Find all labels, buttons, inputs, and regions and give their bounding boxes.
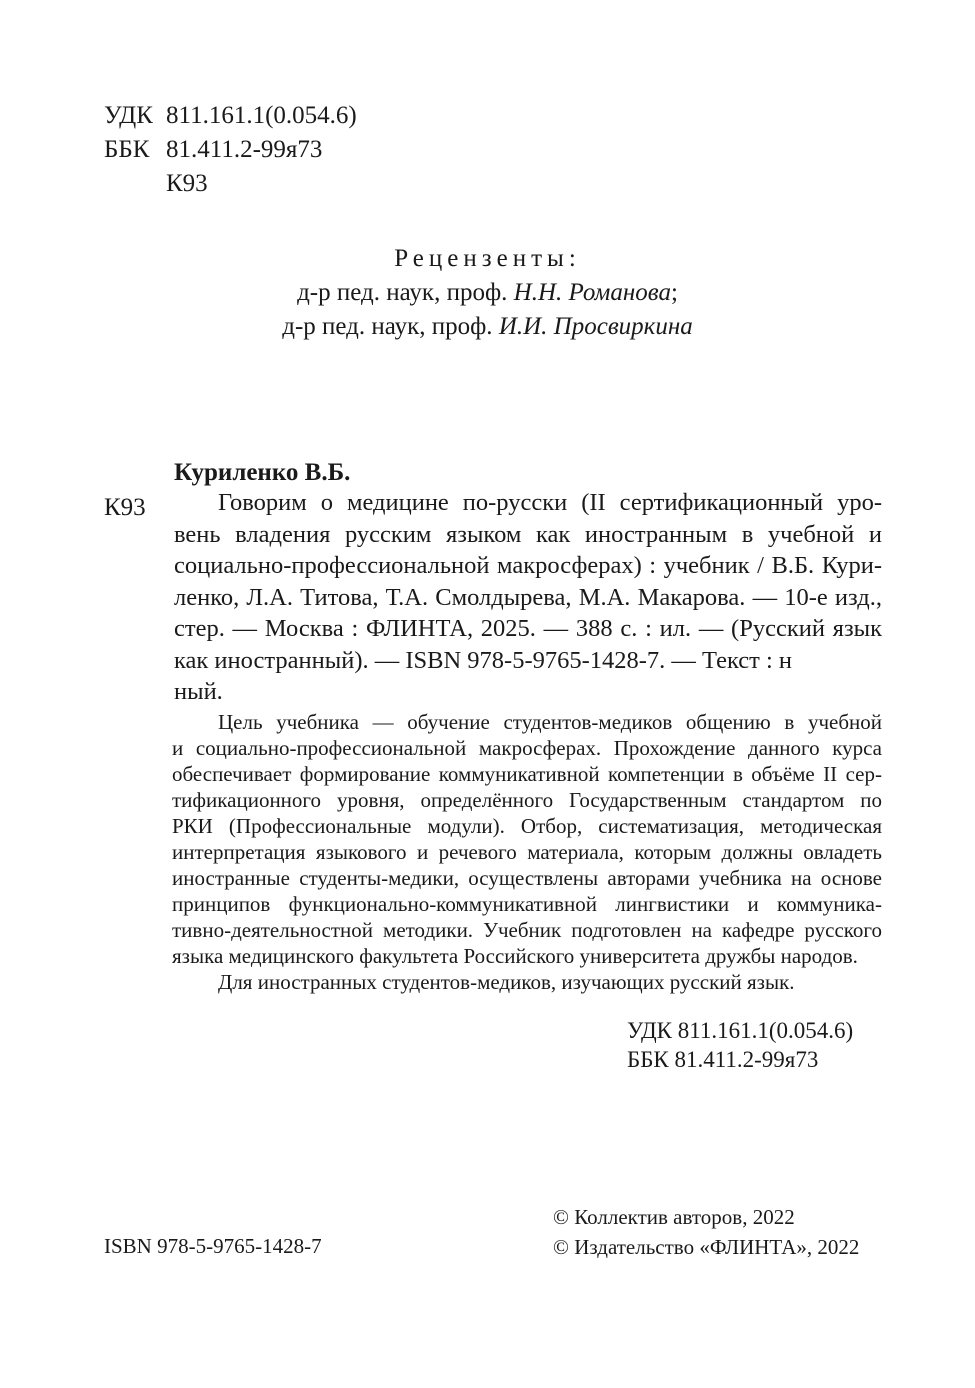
bib-line: ленко, Л.А. Титова, Т.А. Смолдырева, М.А. Макарова. — 10-е изд.,	[174, 583, 882, 611]
bib-line: стер. — Москва : ФЛИНТА, 2025. — 388 с. : ил. — (Русский язык	[174, 615, 882, 642]
annotation-line: РКИ (Профессиональные модули). Отбор, систематизация, методическая	[172, 814, 882, 838]
annotation	[172, 709, 882, 995]
bbk-label: ББК	[104, 136, 150, 163]
udk-label: УДК	[104, 102, 153, 129]
reviewer-1	[0, 276, 975, 310]
bottom-bbk: ББК 81.411.2-99я73	[627, 1047, 819, 1072]
annotation-line: иностранные студенты-медики, осуществлены авторами учебника на основе	[172, 866, 882, 890]
copyright-authors: © Коллектив авторов, 2022	[553, 1205, 795, 1229]
bib-line: Говорим о медицине по-русски (II сертификационный уро-	[218, 489, 882, 516]
bib-line: ный.	[174, 678, 223, 705]
reviewer-1-name: Н.Н. Романова	[513, 279, 671, 306]
reviewer-2	[0, 310, 975, 344]
reviewers-heading: Рецензенты:	[394, 245, 581, 272]
bib-line: вень владения русским языком как иностранным в учебной и	[174, 520, 882, 548]
entry-cutter: К93	[104, 494, 146, 521]
udk-line	[104, 99, 357, 133]
reviewers-block	[0, 242, 975, 344]
cutter-code: К93	[166, 170, 208, 197]
cutter-line	[104, 167, 357, 201]
annotation-line: языка медицинского факультета Российского университета дружбы народов.	[172, 944, 858, 968]
bottom-classification	[627, 1016, 853, 1074]
reviewer-1-title: д-р пед. наук, проф.	[297, 279, 508, 306]
copyright-block	[553, 1202, 859, 1262]
copyright-publisher: © Издательство «ФЛИНТА», 2022	[553, 1235, 860, 1259]
bbk-value: 81.411.2-99я73	[166, 136, 323, 163]
reviewer-2-name: И.И. Просвиркина	[498, 313, 693, 340]
bottom-udk: УДК 811.161.1(0.054.6)	[627, 1018, 854, 1043]
bbk-line	[104, 133, 357, 167]
annotation-line: и социально-профессиональной макросферах. Прохождение данного курса	[172, 736, 882, 760]
classification-block	[104, 99, 357, 201]
bib-line: социально-профессиональной макросферах) : учебник / В.Б. Кури-	[174, 552, 882, 579]
annotation-line: интерпретация языкового и речевого материала, которым должны овладеть	[172, 840, 882, 864]
annotation-line: принципов функционально-коммуникативной лингвистики и коммуника-	[172, 892, 882, 916]
bibliographic-description	[174, 487, 882, 708]
annotation-line: Цель учебника — обучение студентов-медиков общению в учебной	[218, 710, 882, 734]
bib-line: как иностранный). — ISBN 978-5-9765-1428-7. — Текст : н	[174, 646, 793, 674]
annotation-audience: Для иностранных студентов-медиков, изучающих русский язык.	[218, 970, 795, 994]
isbn: ISBN 978-5-9765-1428-7	[104, 1234, 322, 1258]
annotation-line: обеспечивает формирование коммуникативной компетенции в объёме II сер-	[172, 762, 882, 786]
udk-value: 811.161.1(0.054.6)	[166, 102, 357, 129]
author-heading: Куриленко В.Б.	[174, 459, 351, 486]
annotation-line: тивно-деятельностной методики. Учебник подготовлен на кафедре русского	[172, 918, 882, 942]
annotation-line: тификационного уровня, определённого Государственным стандартом по	[172, 788, 882, 812]
reviewer-1-sep: ;	[670, 279, 678, 306]
reviewer-2-title: д-р пед. наук, проф.	[282, 313, 493, 340]
